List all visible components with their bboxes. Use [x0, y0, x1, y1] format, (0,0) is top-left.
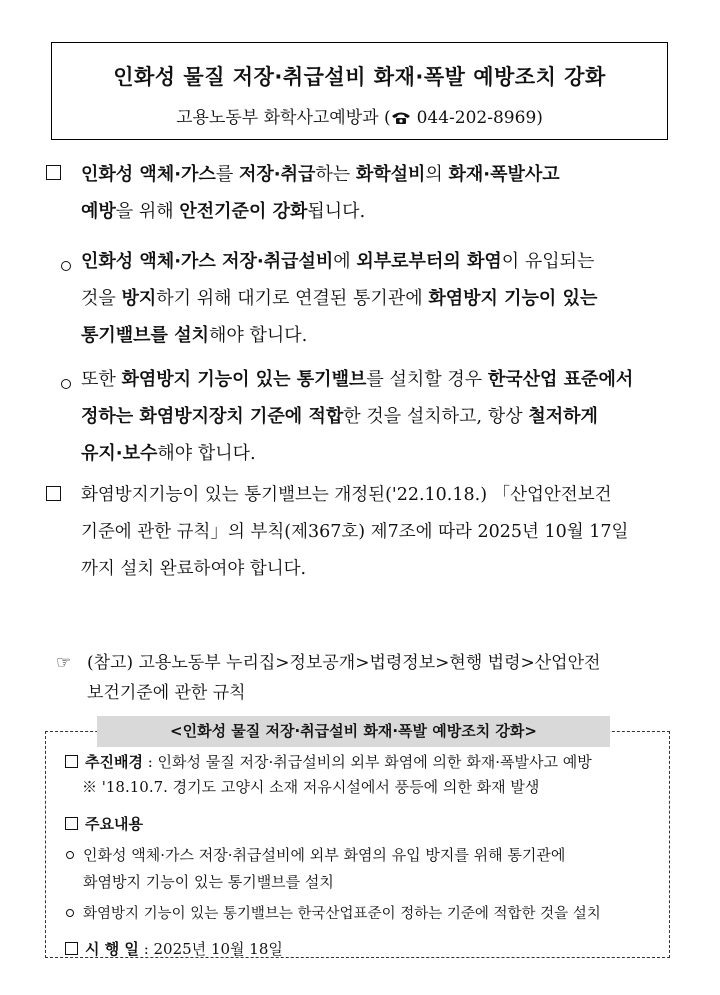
bullet2-text	[81, 361, 633, 472]
background-label: 추진배경	[85, 753, 143, 771]
bullet2-line3: 유지·보수해야 합니다.	[81, 443, 256, 464]
bullet1-line2: 것을 방지하기 위해 대기로 연결된 통기관에 화염방지 기능이 있는	[81, 288, 598, 309]
summary-title: <인화성 물질 저장·취급설비 화재·폭발 예방조치 강화>	[97, 716, 610, 747]
bullet1-line3: 통기밸브를 설치해야 합니다.	[81, 325, 308, 346]
section2-line2: 기준에 관한 규칙」의 부칙(제367호) 제7조에 따라 2025년 10월 17일	[81, 522, 629, 542]
reference-text	[87, 648, 600, 708]
bullet2-line1: 또한 화염방지 기능이 있는 통기밸브를 설치할 경우 한국산업 표준에서	[81, 369, 634, 390]
section2-text	[81, 477, 628, 588]
summary-date-row	[65, 937, 283, 961]
checkbox-square-icon	[46, 164, 61, 185]
circle-bullet-icon	[66, 851, 74, 859]
section1-text	[81, 156, 560, 230]
summary-item1: 인화성 액체·가스 저장·취급설비에 외부 화염의 유입 방지를 위해 통기관에	[66, 843, 565, 867]
checkbox-square-icon	[65, 755, 78, 768]
bullet1-line1: 인화성 액체·가스 저장·취급설비에 외부로부터의 화염이 유입되는	[81, 251, 595, 272]
checkbox-square-icon	[46, 485, 61, 506]
summary-note: ※ '18.10.7. 경기도 고양시 소재 저유시설에서 풍등에 의한 화재 발생	[82, 778, 540, 796]
telephone-icon	[391, 111, 411, 124]
reference-line1: (참고) 고용노동부 누리집>정보공개>법령정보>현행 법령>산업안전	[87, 653, 601, 673]
summary-background-row	[65, 750, 592, 774]
section2-line3: 까지 설치 완료하여야 합니다.	[81, 559, 307, 579]
section1-line2: 예방을 위해 안전기준이 강화됩니다.	[81, 201, 366, 222]
bullet2-line2: 정하는 화염방지장치 기준에 적합한 것을 설치하고, 항상 철저하게	[81, 406, 598, 427]
circle-bullet-icon	[61, 373, 71, 394]
phone-number: 044-202-8969)	[416, 108, 543, 128]
summary-main-row	[65, 812, 143, 836]
bullet1-text	[81, 243, 597, 354]
checkbox-square-icon	[65, 942, 78, 955]
department-name: 고용노동부 화학사고예방과 (	[176, 108, 391, 128]
reference-line2: 보건기준에 관한 규칙	[87, 683, 246, 703]
date-text: : 2025년 10월 18일	[138, 940, 283, 958]
background-text: : 인화성 물질 저장·취급설비의 외부 화염에 의한 화재·폭발사고 예방	[142, 753, 592, 771]
page-title: 인화성 물질 저장·취급설비 화재·폭발 예방조치 강화	[113, 65, 606, 89]
title-box	[51, 42, 668, 140]
main-label: 주요내용	[85, 815, 143, 833]
department-contact	[52, 103, 667, 128]
circle-bullet-icon	[61, 255, 71, 276]
section1-line1: 인화성 액체·가스를 저장·취급하는 화학설비의 화재·폭발사고	[81, 164, 560, 185]
section2-line1: 화염방지기능이 있는 통기밸브는 개정된('22.10.18.) 「산업안전보건	[81, 485, 612, 505]
checkbox-square-icon	[65, 817, 78, 830]
summary-item2: 화염방지 기능이 있는 통기밸브는 한국산업표준이 정하는 기준에 적합한 것을 설치	[66, 902, 601, 926]
pointing-hand-icon: ☞	[56, 653, 72, 673]
summary-item1-line2: 화염방지 기능이 있는 통기밸브를 설치	[83, 873, 334, 891]
date-label: 시 행 일	[85, 940, 139, 958]
circle-bullet-icon	[66, 909, 74, 917]
